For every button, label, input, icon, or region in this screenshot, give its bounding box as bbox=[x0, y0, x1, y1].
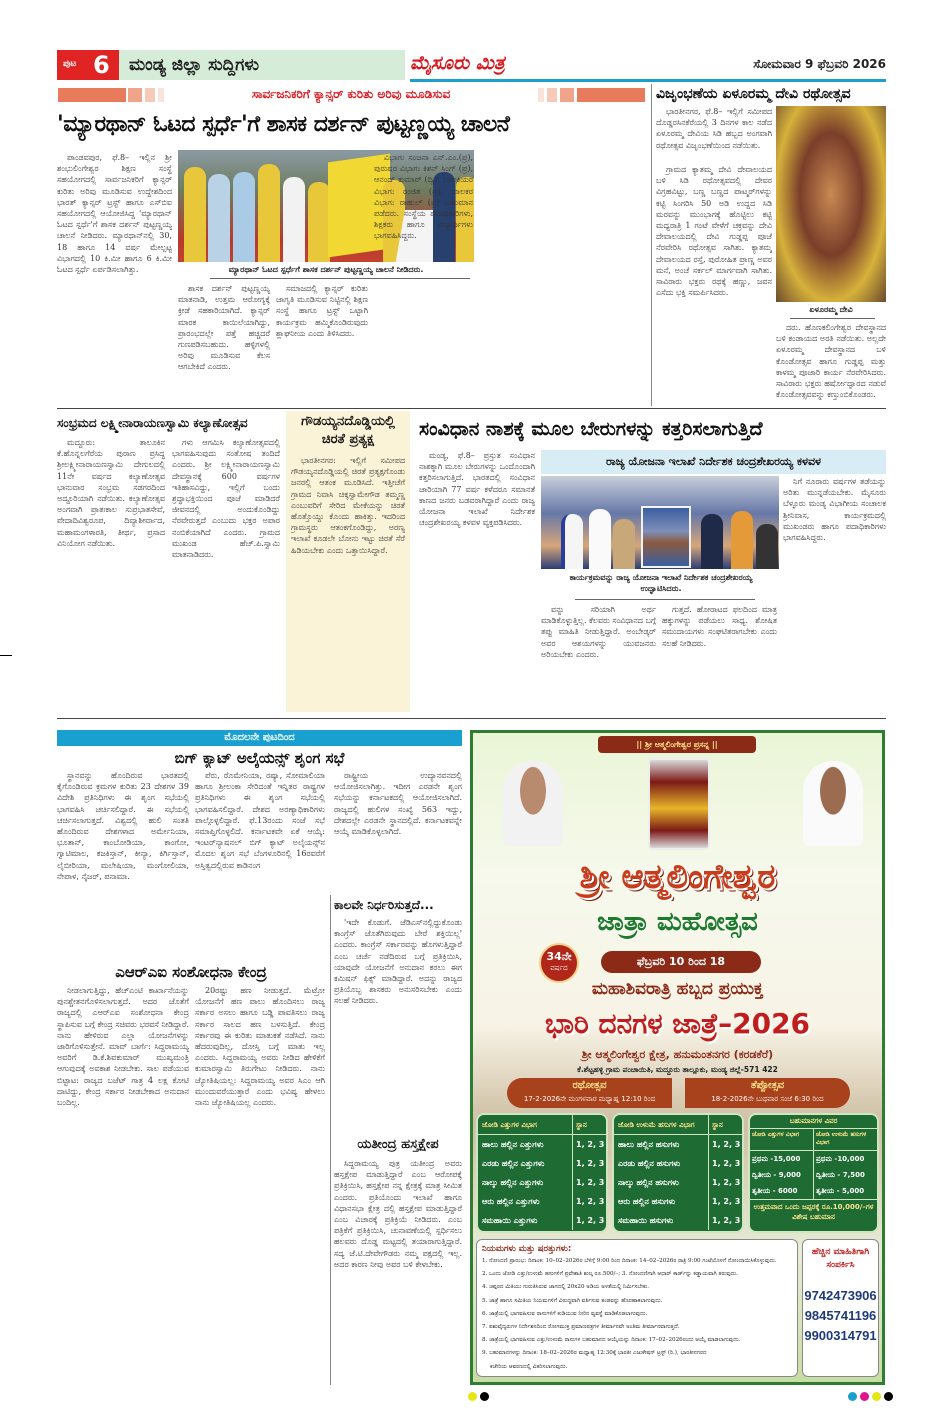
ad-event-title: ರಥೋತ್ಸವ bbox=[572, 1080, 607, 1091]
article-paragraph: 'ಇದೇ ಕೊಡುಗೆ. ಜೆಡಿಎಸ್‌ನಲ್ಲಿದ್ದುಕೊಂಡು ಕಾಂಗ್ರೆಸ್‌ ಜೊತೆಗಿರುವುದು ಬೇರೆ ಶಕ್ತಿಯಿಲ್ಲ' ಎಂದರು. ಕಾಂಗ್ರೆಸ್ ಸರ್ಕಾರವನ್ನು ಹೊಗಳುತ್ತಿದ್ದಾರೆ ಎಂಬ ಚರ್ಚೆ ನಡೆದಿರುವ ಬಗ್ಗೆ ಪ್ರತಿಕ್ರಿಯಿಸಿ, ಯಾವುದೇ ಯೋಜನೆಗೆ ಅನುದಾನ ಕರಲು ಈಗ ಕಮಿಷನ್ ಫಿಕ್ಸ್ ಮಾಡಿದ್ದಾರೆ. ಅದನ್ನು ರಾಜ್ಯದ ಪ್ರತಿಯೊಬ್ಬ ಶಾಸಕರು ಅನುಸರಿಸಬೇಕು ಎಂದು ಸಲಹೆ ನೀಡಿದರು. bbox=[334, 918, 462, 1006]
article-paragraph: ರಾಷ್ಟ್ರೀಯ ಉದ್ಯಾನವನದಲ್ಲಿ ಆಯೋಜಿಸಲಾಗಿತ್ತು. ಇದೀಗ ಎರಡನೇ ಶೃಂಗ ಸಭೆಯನ್ನು ಕರ್ನಾಟಕದಲ್ಲಿ ಆಯೋಜಿಸಲಾಗಿದೆ. ರಾಜ್ಯದಲ್ಲಿ ಹುಲಿಗಳ ಸಂಖ್ಯೆ 563 ಇದ್ದು, ದೇಶದಲ್ಲೇ ಎರಡನೇ ಸ್ಥಾನದಲ್ಲಿದೆ. ಕರ್ನಾಟಕವನ್ನೇ ಆಯ್ಕೆ ಮಾಡಿಕೊಳ್ಳಲಾಗಿದೆ. bbox=[334, 771, 462, 837]
table-cell: ದ್ವಿತೀಯ - 9,000 bbox=[752, 1171, 801, 1179]
table-cell: 1, 2, 3 bbox=[708, 1173, 742, 1192]
ari-col-1 bbox=[57, 985, 189, 1385]
article-paragraph: ವಿಭಾಗ: ಸಂಜನಾ ಎನ್.ಎಂ.(ಪ್ರ), ಪುರುಷರ ವಿಭಾಗ: ಕಿಶನ್ ಸಿಂಗ್ (ಪ್ರ), ಆನಂದ್ ಕುಮಾರ್ (ದ್ವಿ), ಬಾಲಕಿಯರ ವಿಭಾಗ: ರಂಜಿತ (ಪ್ರ), ಬಾಲಕರ ವಿಭಾಗ: ರಾಹುಲ್ (ಪ್ರ) ಬಹುಮಾನ ಪಡೆದರು. ಸಂಸ್ಥೆಯ ಪದಾಧಿಕಾರಿಗಳು, ಶಿಕ್ಷಕರು ಹಾಗೂ ವಿದ್ಯಾರ್ಥಿಗಳು ಭಾಗವಹಿಸಿದ್ದರು. bbox=[374, 153, 473, 241]
big-cat-col-3 bbox=[334, 770, 462, 893]
rule-item: 8. ಜಾತ್ರೆಯಲ್ಲಿ ಭಾಗವಹಿಸುವ ಎತ್ತು/ಉಳುಮೆ ರಾಸುಗಳ ಬಹುಮಾನದ ಆಯ್ಕೆಯನ್ನು ದಿನಾಂಕ: 17–02–2026ರಂದು ಆಯ್ಕೆ ಮಾಡಲಾಗುವುದು. bbox=[482, 1337, 741, 1344]
runner-figure bbox=[184, 167, 206, 262]
cows-category-table bbox=[612, 1113, 744, 1233]
article-paragraph: ವನ್ನು ಸರಿಯಾಗಿ ಅರ್ಥ ಮಾಡಿಕೊಳ್ಳುತ್ತಿಲ್ಲ. ಕೆಲವರು ಸಂವಿಧಾನದ ಬಗ್ಗೆ ತಪ್ಪು ಮಾಹಿತಿ ನೀಡುತ್ತಿದ್ದಾರೆ. ಅಂಬೇಡ್ಕರ್ ಅವರ ಆಶಯಗಳನ್ನು ಯುವಜನರು ಅರಿಯಬೇಕು ಎಂದರು. bbox=[541, 605, 656, 659]
table-row bbox=[614, 1192, 742, 1211]
table-row bbox=[750, 1151, 877, 1167]
registration-mark bbox=[0, 655, 12, 656]
print-color-dot bbox=[872, 1392, 881, 1401]
ad-deity-image bbox=[648, 758, 710, 850]
ad-badge-sub: ವರ್ಷದ bbox=[550, 964, 568, 972]
table-cell: ಎರಡು ಹಲ್ಲಿನ ಹಸುಗಳು bbox=[618, 1159, 681, 1168]
goddess-photo-caption: ಏಳೂರಮ್ಮ ದೇವಿ bbox=[809, 305, 853, 314]
table-row bbox=[478, 1173, 606, 1192]
best-pair-prize: ಉತ್ತಮವಾದ ಒಂದು ಜಪ್ಪರಕ್ಕೆ ರೂ.10,000/–ಗಳ ವಿಶೇಷ ಬಹುಮಾನ bbox=[750, 1199, 877, 1222]
phone-number[interactable]: 9900314791 bbox=[804, 1328, 877, 1343]
rule-item: 7. ಪಶುವೈದ್ಯರುಗಳ ನಿರ್ದೇಶನದಿಂದ ರೋಗಮುಕ್ತ ಪ್ರಮಾಣಪತ್ರಗಳ ತೀರ್ಮಾನವೇ ಅಂತಿಮ ತೀರ್ಮಾನವಾಗುತ್ತದೆ. bbox=[482, 1324, 680, 1331]
ari-headline: ಎಆರ್‌ಎಐ ಸಂಶೋಧನಾ ಕೇಂದ್ರ bbox=[115, 963, 267, 981]
table-cell: 1, 2, 3 bbox=[708, 1135, 742, 1154]
temple-intro bbox=[656, 106, 772, 162]
ad-address: ಕೆ.ಶೆಟ್ಟಹಳ್ಳಿ ಗ್ರಾಮ ಪಂಚಾಯಿತಿ, ಮದ್ದೂರು ತಾಲ್ಲೂಕು, ಮಂಡ್ಯ ಜಿಲ್ಲೆ-571 422 bbox=[577, 1065, 778, 1074]
rule-item: 2. ಒಂದು ಜೋಡಿ ಎತ್ತು/ಉಳುಮೆ ಹಸುಗಳಿಗೆ ಪ್ರವೇಶಾತಿ ಶುಲ್ಕ ರೂ.500/–; 3. ನೋಂದಣಿಗಾಗಿ ಆಧಾರ್ ಕಾರ್ಡ್‌ನ್ನು ಕಡ್ಡಾಯವಾಗಿ ತರುವುದು. bbox=[482, 1271, 738, 1278]
ad-rules-box bbox=[476, 1239, 798, 1377]
article-paragraph: ಸಮಾಜದಲ್ಲಿ ಕ್ಯಾನ್ಸರ್ ಕುರಿತು ಜಾಗೃತಿ ಮೂಡಿಸುವ ನಿಟ್ಟಿನಲ್ಲಿ ಶಿಕ್ಷಣ ಸಂಸ್ಥೆ ಹಾಗೂ ಟ್ರಸ್ಟ್ ಒಟ್ಟಾಗಿ ಕಾರ್ಯಕ್ರಮ ಹಮ್ಮಿಕೊಂಡಿರುವುದು ಶ್ಲಾಘನೀಯ ಎಂದು ತಿಳಿಸಿದರು. bbox=[276, 284, 368, 338]
table-cell: ಎರಡು ಹಲ್ಲಿನ ಎತ್ತುಗಳು bbox=[482, 1159, 545, 1168]
table-header bbox=[750, 1129, 877, 1151]
big-cat-col-2 bbox=[195, 770, 325, 960]
masthead-rule bbox=[410, 79, 886, 82]
jatra-advertisement bbox=[470, 730, 885, 1385]
newspaper-logo: ಮೈಸೂರು ಮಿತ್ರ bbox=[410, 52, 505, 74]
article-paragraph: ಪಾಂಡವಪುರ, ಫೆ.8– ಇಲ್ಲಿನ ಶ್ರೀ ಶಂಭುಲಿಂಗೇಶ್ವರ ಶಿಕ್ಷಣ ಸಂಸ್ಥೆ ಸಹಯೋಗದಲ್ಲಿ ಸಾರ್ವಜನಿಕರಿಗೆ ಕ್ಯಾನ್ಸರ್ ಕುರಿತು ಅರಿವು ಮೂಡಿಸುವ ಉದ್ದೇಶದಿಂದ ಭಾರತ್ ಕ್ಯಾನ್ಸರ್ ಟ್ರಸ್ಟ್ ಹಾಗೂ ಎಸ್‌ಬಿಐ ಸಹಯೋಗದಲ್ಲಿ ಆಯೋಜಿಸಿದ್ದ 'ಮ್ಯಾರಥಾನ್ ಓಟದ ಸ್ಪರ್ಧೆ'ಗೆ ಶಾಸಕ ದರ್ಶನ್ ಪುಟ್ಟಣ್ಣಯ್ಯ ಚಾಲನೆ ನೀಡಿದರು. ಮ್ಯಾರಥಾನ್‌ನಲ್ಲಿ 30, 18 ಹಾಗೂ 14 ವರ್ಷ ಮೇಲ್ಪಟ್ಟ ವಿಭಾಗದಲ್ಲಿ 10 ಕಿ.ಮೀ ಹಾಗೂ 6 ಕಿ.ಮೀ ಓಟದ ಸ್ಪರ್ಧೆ ಏರ್ಪಡಿಸಲಾಗಿತ್ತು. bbox=[57, 153, 172, 275]
section-divider bbox=[57, 408, 886, 409]
article-paragraph: ಗುತ್ತದೆ. ಹೋರಾಟದ ಫಲದಿಂದ ಮಾತ್ರ ಹಕ್ಕುಗಳನ್ನು ಪಡೆಯಲು ಸಾಧ್ಯ. ಶೋಷಿತ ಸಮುದಾಯಗಳು ಸಂಘಟಿತರಾಗಬೇಕು ಎಂದು ಸಲಹೆ ನೀಡಿದರು. bbox=[662, 605, 777, 648]
constitution-col-1 bbox=[419, 450, 535, 711]
lead-story-col-2 bbox=[178, 283, 270, 406]
print-color-dot bbox=[468, 1392, 477, 1401]
table-header-cell: ಜೋಡಿ ಎತ್ತುಗಳ ವಿಭಾಗ bbox=[752, 1131, 800, 1138]
ad-event-rathotsava bbox=[507, 1078, 672, 1108]
table-row bbox=[750, 1183, 877, 1199]
rule-item: 5. ಜಾತ್ರೆ ಹಾಗೂ ಸಮಿತಿಯ ನಿಯಮಗಳಿಗೆ ವಿರುದ್ಧವಾಗಿ ವರ್ತಿಸುವ ತಂಡವನ್ನು ಹೊರಹಾಕಲಾಗುವುದು. bbox=[482, 1297, 663, 1304]
print-color-dot bbox=[884, 1392, 893, 1401]
temple-body bbox=[656, 164, 772, 406]
table-cell: 1, 2, 3 bbox=[572, 1211, 606, 1230]
table-header bbox=[478, 1115, 606, 1135]
kalave-body bbox=[334, 917, 462, 1131]
section-title: ಮಂಡ್ಯ ಜಿಲ್ಲಾ ಸುದ್ದಿಗಳು bbox=[129, 55, 259, 75]
constitution-subhead: ರಾಜ್ಯ ಯೋಜನಾ ಇಲಾಖೆ ನಿರ್ದೇಶಕ ಚಂದ್ರಶೇಖರಯ್ಯ ಕಳವಳ bbox=[606, 455, 821, 468]
marathon-photo-caption: ಮ್ಯಾರಥಾನ್ ಓಟದ ಸ್ಪರ್ಧೆಗೆ ಶಾಸಕ ದರ್ಶನ್ ಪುಟ್ಟಣ್ಣಯ್ಯ ಚಾಲನೆ ನೀಡಿದರು. bbox=[228, 265, 424, 274]
continued-banner bbox=[57, 730, 462, 746]
table-cell: 1, 2, 3 bbox=[708, 1192, 742, 1211]
table-cell: ಪ್ರಥಮ -10,000 bbox=[813, 1151, 877, 1167]
table-cell: ನಾಲ್ಕು ಹಲ್ಲಿನ ಹಸುಗಳು bbox=[618, 1178, 679, 1187]
ad-title-festival: ಜಾತ್ರಾ ಮಹೋತ್ಸವ bbox=[597, 907, 758, 937]
table-cell: 1, 2, 3 bbox=[572, 1154, 606, 1173]
ad-title-deity: ಶ್ರೀ ಆತ್ಮಲಿಂಗೇಶ್ವರ bbox=[579, 857, 776, 897]
person-figure bbox=[756, 524, 778, 569]
temple-headline: ವಿಜೃಂಭಣೆಯ ಏಳೂರಮ್ಮ ದೇವಿ ರಥೋತ್ಸವ bbox=[656, 86, 851, 102]
kicker-bar-right bbox=[547, 88, 557, 102]
kalave-headline: ಕಾಲವೇ ನಿರ್ಧರಿಸುತ್ತದೆ... bbox=[334, 898, 434, 912]
kicker-bar-right bbox=[577, 88, 645, 102]
table-cell: 1, 2, 3 bbox=[572, 1192, 606, 1211]
issue-date: ಸೋಮವಾರ 9 ಫೆಬ್ರವರಿ 2026 bbox=[753, 57, 886, 71]
article-paragraph: ಮಂಡ್ಯ, ಫೆ.8– ಪ್ರಸ್ತುತ ಸಂವಿಧಾನ ನಾಶಕ್ಕಾಗಿ ಮೂಲ ಬೇರುಗಳನ್ನು ಒಂದೊಂದಾಗಿ ಕತ್ತರಿಸಲಾಗುತ್ತಿದೆ. ಭಾರತದಲ್ಲಿ ಸಂವಿಧಾನ ಜಾರಿಯಾಗಿ 77 ವರ್ಷ ಕಳೆದರೂ ಸಮಾನತೆ ಕಾಣದ ಜನರು ಬಡವರಾಗಿದ್ದಾರೆ ಎಂದು ರಾಜ್ಯ ಯೋಜನಾ ಇಲಾಖೆ ನಿರ್ದೇಶಕ ಚಂದ್ರಶೇಖರಯ್ಯ ಕಳವಳ ವ್ಯಕ್ತಪಡಿಸಿದರು. bbox=[419, 451, 535, 528]
ad-contact-box bbox=[802, 1239, 879, 1377]
rules-title: ನಿಯಮಗಳು ಮತ್ತು ಷರತ್ತುಗಳು: bbox=[482, 1244, 572, 1254]
article-paragraph: 20ರಷ್ಟು ಹಣ ನೀಡುತ್ತದೆ. ಮೆಟ್ರೋ ಯೋಜನೆಗೆ ಹಣ ಪಾಲು ಹೊಂದಿಸಲು ರಾಜ್ಯ ಸರ್ಕಾರ ಅಸಲು ಹಾಗೂ ಬಡ್ಡಿ ಪಾವತಿಸಲು ರಾಜ್ಯ ಸರ್ಕಾರ ಸಾಲದ ಹಣ ಬಳಸುತ್ತಿದೆ. ಕೇಂದ್ರ ಸರ್ಕಾರವು ಈ ಕುರಿತು ಮಾತುಕತೆ ನಡೆಸಿದೆ. ನಾನು ಹೆದರುವುದಿಲ್ಲ, ದೋಸ್ತಿ ಬಗ್ಗೆ ಮಾತು ಇಲ್ಲ ಎಂದರು. ಸಿದ್ದರಾಮಯ್ಯ ಅವರು ನೀಡಿದ ಹೇಳಿಕೆಗೆ ಕುಮಾರಸ್ವಾಮಿ ತಿರುಗೇಟು ನೀಡಿದರು. ನಾನು ಜ್ಯೋತಿಷಿಯಲ್ಲ: ಸಿದ್ದರಾಮಯ್ಯ ಅವರ ಸಿಎಂ ಆಗಿ ಮುಂದುವರೆಯುತ್ತಾರೆ ಎಂದು ಭವಿಷ್ಯ ಹೇಳಲು ನಾನು ಜ್ಯೋತಿಷಿಯಲ್ಲ ಎಂದರು. bbox=[195, 986, 325, 1108]
lead-story-col-1 bbox=[57, 152, 172, 406]
table-cell: ಆರು ಹಲ್ಲಿನ ಹಸುಗಳು bbox=[618, 1197, 676, 1206]
lead-headline: 'ಮ್ಯಾರಥಾನ್ ಓಟದ ಸ್ಪರ್ಧೆ'ಗೆ ಶಾಸಕ ದರ್ಶನ್ ಪುಟ್ಟಣ್ಣಯ್ಯ ಚಾಲನೆ bbox=[57, 112, 510, 137]
page-number: 6 bbox=[93, 51, 110, 79]
constitution-subhead-banner bbox=[541, 450, 886, 474]
table-cell: ಸಮಹಾಯಿ ಎತ್ತುಗಳು bbox=[482, 1216, 538, 1225]
table-row bbox=[614, 1211, 742, 1230]
constitution-col-3 bbox=[662, 604, 777, 711]
ad-portrait-right bbox=[803, 761, 863, 846]
article-paragraph: ಮದ್ದೂರು: ತಾಲೂಕಿನ ಕೆ.ಹೊನ್ನಲಗೆರೆಯ ಪುರಾಣ ಪ್ರಸಿದ್ಧ ಶ್ರೀಲಕ್ಷ್ಮೀನಾರಾಯಣಸ್ವಾಮಿ ದೇಗುಲದಲ್ಲಿ 11ನೇ ವರ್ಷದ ಕಲ್ಯಾಣೋತ್ಸವ ಭಾನುವಾರ ಸಂಭ್ರಮ ಸಡಗರದಿಂದ ಅದ್ದೂರಿಯಾಗಿ ನಡೆಯಿತು. ಕಲ್ಯಾಣೋತ್ಸವ ಅಂಗವಾಗಿ ಪ್ರಾತಃಕಾಲ ಸುಪ್ರಭಾತಸೇವೆ, ವೇದಾದಿವಿಶ್ವರೂಪ, ದಿವ್ಯಾಶೀರ್ವಾದ, ಮಹಾಮಂಗಳಾರತಿ, ತೀರ್ಥ, ಪ್ರಸಾದ ವಿನಿಯೋಗ ನಡೆಯಿತು. bbox=[57, 438, 165, 548]
table-header-cell: ಜೋಡಿ ಉಳುಮೆ ಹಸುಗಳ ವಿಭಾಗ bbox=[813, 1129, 877, 1150]
leopard-headline: ಗೌಡಯ್ಯನದೊಡ್ಡಿಯಲ್ಲಿ ಚಿರತೆ ಪ್ರತ್ಯಕ್ಷ bbox=[301, 414, 395, 447]
lead-kicker: ಸಾರ್ವಜನಿಕರಿಗೆ ಕ್ಯಾನ್ಸರ್ ಕುರಿತು ಅರಿವು ಮೂಡಿಸುವ bbox=[251, 87, 451, 101]
kicker-bar-right bbox=[538, 88, 544, 102]
page-label: ಪುಟ bbox=[63, 59, 77, 69]
runner-figure bbox=[258, 164, 280, 262]
page-number-badge bbox=[57, 50, 119, 80]
table-header bbox=[614, 1115, 742, 1135]
ad-occasion: ಮಹಾಶಿವರಾತ್ರಿ ಹಬ್ಬದ ಪ್ರಯುಕ್ತ bbox=[591, 979, 764, 999]
person-figure bbox=[561, 514, 583, 569]
lead-story-col-3 bbox=[276, 283, 368, 406]
constitution-col-2 bbox=[541, 604, 656, 711]
prize-details-table bbox=[748, 1113, 879, 1233]
ad-blessing-pill: || ಶ್ರೀ ಆತ್ಮಲಿಂಗೇಶ್ವರ ಪ್ರಸನ್ನ || bbox=[598, 736, 756, 753]
print-color-dot bbox=[480, 1392, 489, 1401]
article-paragraph: ನೀಡಲಾಗುತ್ತಿದ್ದು, ಹೆಚ್‌ಎಂಟಿ ಕಾರ್ಖಾನೆಯನ್ನು ಪುನಶ್ಚೇತನಗೊಳಿಸಲಾಗುತ್ತದೆ. ಅದರ ಜೊತೆಗೆ ರಾಜ್ಯದಲ್ಲಿ ಎಆರ್‌ಎಐ ಸಂಶೋಧನಾ ಕೇಂದ್ರ ಸ್ಥಾಪಿಸುವ ಬಗ್ಗೆ ಕೇಂದ್ರ ಸಚಿವರು ಭರವಸೆ ನೀಡಿದ್ದಾರೆ. ನಾನು ಹೇಳಿರುವ ಎಲ್ಲಾ ಯೋಜನೆಗಳನ್ನು ಜಾರಿಗೊಳಿಸುತ್ತೇನೆ. ಮಾವ್‌ ಬಾರ್ಗೆ: ಸಿದ್ದರಾಮಯ್ಯ ಅವರಿಗೆ ಡಿ.ಕೆ.ಶಿವಕುಮಾರ್‌ ಮುಖ್ಯಮಂತ್ರಿ ಆಗುವುದಕ್ಕೆ ಅವಕಾಶ ನೀಡಬೇಕು. ಸಾಲ ಪಡೆಯುವ ಬಿಟ್ಟಾಟ: ರಾಜ್ಯದ ಬಜೆಟ್ ಗಾತ್ರ 4 ಲಕ್ಷ ಕೋಟಿ ದಾಟಿದ್ದು, ಕೇಂದ್ರ ಸರ್ಕಾರ ನೀಡಬೇಕಾದ ಅನುದಾನ ಬಂದಿಲ್ಲ. bbox=[57, 986, 189, 1108]
article-paragraph: ಶಾಸಕ ದರ್ಶನ್ ಪುಟ್ಟಣ್ಣಯ್ಯ ಮಾತನಾಡಿ, ಉತ್ತಮ ಆರೋಗ್ಯಕ್ಕೆ ಕ್ರೀಡೆ ಸಹಕಾರಿಯಾಗಿದೆ. ಕ್ಯಾನ್ಸರ್ ಮಾರಕ ಕಾಯಿಲೆಯಾಗಿದ್ದು, ಪ್ರಾರಂಭದಲ್ಲೇ ಪತ್ತೆ ಹಚ್ಚಿದರೆ ಗುಣಪಡಿಸಬಹುದು. ಹಳ್ಳಿಗಳಲ್ಲಿ ಅರಿವು ಮೂಡಿಸುವ ಕೆಲಸ ಆಗಬೇಕಿದೆ ಎಂದರು. bbox=[178, 284, 270, 372]
kicker-bar-left bbox=[58, 88, 126, 102]
temple-col-2 bbox=[776, 322, 886, 406]
kalyanotsava-headline: ಸಂಭ್ರಮದ ಲಕ್ಷ್ಮೀನಾರಾಯಣಸ್ವಾಮಿ ಕಲ್ಯಾಣೋತ್ಸವ bbox=[57, 416, 248, 430]
table-row bbox=[478, 1135, 606, 1154]
table-row bbox=[478, 1192, 606, 1211]
article-paragraph: ಸ್ಥಾನವನ್ನು ಹೊಂದಿರುವ ಭಾರತದಲ್ಲಿ ಕೈಗೊಂಡಿರುವ ಕ್ರಮಗಳ ಕುರಿತು 23 ದೇಶಗಳ 39 ವಿದೇಶಿ ಪ್ರತಿನಿಧಿಗಳು ಈ ಶೃಂಗ ಸಭೆಯಲ್ಲಿ ಭಾಗವಹಿಸಿ ಚರ್ಚಿಸಲಿದ್ದಾರೆ. ಈ ಸಭೆಯಲ್ಲಿ ಚರ್ಚಿಸಲಾಗುತ್ತದೆ. ವಿಶ್ವದಲ್ಲಿ ಹುಲಿ ಸಂತತಿ ಹೊಂದಿರುವ ದೇಶಗಳಾದ ಅರ್ಮೇನಿಯಾ, ಭೂತಾನ್, ಕಾಂಬೋಡಿಯಾ, ಕಾಂಗೋ, ಗ್ವಾಟಿಮಾಲ, ಕಜಕಿಸ್ತಾನ್, ಕೀನ್ಯಾ, ಕಿರ್ಗಿಸ್ತಾನ್, ಲೈಬೀರಿಯಾ, ಮಲೇಷಿಯಾ, ಮಂಗೋಲಿಯಾ, ನೇಪಾಳ, ನೈಜರ್, ಪನಾಮಾ. bbox=[57, 771, 189, 881]
constitution-col-4 bbox=[783, 476, 886, 711]
ad-dates: ಫೆಬ್ರವರಿ 10 ರಿಂದ 18 bbox=[601, 951, 761, 973]
person-figure bbox=[613, 519, 635, 569]
table-cell: ದ್ವಿತೀಯ - 7,500 bbox=[813, 1167, 877, 1183]
column-divider bbox=[651, 84, 652, 406]
rule-item: ಕಚೇರಿಯ ಆವರಣದಲ್ಲಿ ವಿತರಿಸಲಾಗುವುದು. bbox=[490, 1363, 568, 1370]
article-paragraph: ಗ್ರಾಮದ ಕ್ಯಾತಮ್ಮ ದೇವಿ ದೇವಾಲಯದ ಬಳಿ ಸಿಡಿ ರಥೋತ್ಸವದಲ್ಲಿ ದೇವರ ವಿಗ್ರಹವಿಟ್ಟು, ಬಣ್ಣ ಬಣ್ಣದ ಪಾಟ್ಮರ್‌ಗಳನ್ನು ಕಟ್ಟಿ ಸಿಂಗರಿಸಿ 50 ಅಡಿ ಉದ್ದದ ಸಿಡಿ ಮರವನ್ನು ಮುಂಭಾಗಕ್ಕೆ ಹೊಟ್ಟಿಲು ಕಟ್ಟಿ ಮಧ್ಯರಾತ್ರಿ 1 ಗಂಟೆ ವೇಳೆಗೆ ಚಕ್ರವನ್ನು ದೇವಿ ದೇವಾಲಯದಲ್ಲಿ ದೇವಿ ಗುಡ್ಡಪ್ಪ ಪೂಜೆ ನೆರವೇರಿಸಿ ರಥೋತ್ಸವ ಸಾಗಿತು. ಕ್ಯಾತಮ್ಮ ದೇವಾಲಯದ ರಸ್ತೆ, ಪುರೋಹಿತ ಪ್ರಾಣ್ಣ ಅವರ ಮನೆ, ಅಂಚೆ ಸರ್ಕಲ್ ಮಾರ್ಗವಾಗಿ ಸಾಗಿತು. ಸಾವಿರಾರು ಭಕ್ತರು ರಥಕ್ಕೆ ಹಣ್ಣು, ಜವನ ಎಸೆದು ಭಕ್ತಿ ಸಮರ್ಪಿಸಿದರು. bbox=[656, 165, 772, 298]
kicker-bar-left bbox=[128, 88, 142, 102]
table-cell: 1, 2, 3 bbox=[708, 1154, 742, 1173]
article-paragraph: ಭಾರತೀನಗರ, ಫೆ.8– ಇಲ್ಲಿಗೆ ಸಮೀಪದ ದೊಡ್ಡರಸಿನಕೆರೆಯಲ್ಲಿ 3 ದಿನಗಳ ಕಾಲ ನಡೆದ ಏಳೂರಮ್ಮ ದೇವಿಯ ಸಿಡಿ ಹಬ್ಬದ ಅಂಗವಾಗಿ ರಥೋತ್ಸವ ವಿಜೃಂಭಣೆಯಿಂದ ನಡೆಯಿತು. bbox=[656, 107, 772, 150]
print-color-dot bbox=[860, 1392, 869, 1401]
contact-title: ಹೆಚ್ಚಿನ ಮಾಹಿತಿಗಾಗಿ ಸಂಪರ್ಕಿಸಿ bbox=[811, 1247, 870, 1270]
ambedkar-portrait bbox=[641, 506, 691, 568]
article-paragraph: ಸಿದ್ದರಾಮಯ್ಯ ಪುತ್ರ ಯತೀಂದ್ರ ಅವರು ಹಸ್ತಕ್ಷೇಪ ಮಾಡುತ್ತಿದ್ದಾರೆ ಎಂಬ ಆರೋಪಕ್ಕೆ ಪ್ರತಿಕ್ರಿಯಿಸಿ, ಹಸ್ತಕ್ಷೇಪ ನನ್ನ ಕ್ಷೇತ್ರಕ್ಕೆ ಮಾತ್ರ ಸೀಮಿತ ಎಂದರು. ಪ್ರತಿಯೊಂದು ಇಲಾಖೆ ಹಾಗೂ ವಿಧಾನಸಭಾ ಕ್ಷೇತ್ರ ದಲ್ಲಿ ಹಸ್ತಕ್ಷೇಪ ಮಾಡುತ್ತಿದ್ದಾರೆ ಎಂಬ ವಿಚಾರಕ್ಕೆ ಪ್ರತಿಕ್ರಿಯೆ ನೀಡಿದರು. ಎಂಬ ಪತ್ರಿಕೆಗೆ ಪ್ರತಿಕ್ರಿಯಿಸಿ, ಚುನಾವಣೆಯಲ್ಲಿ ಸ್ಪರ್ಧಿಸಲು ಹಲವರು ದೊಡ್ಡ ಮಟ್ಟದಲ್ಲಿ ತಯಾರಾಗುತ್ತಿದ್ದಾರೆ. ಸದ್ಯ ಜೆ.ಟಿ.ದೇವೇಗೌಡರು ನಮ್ಮ ಪಕ್ಷದಲ್ಲಿ ಇಲ್ಲ. ಅದರ ಕಾರಣ ನೀವು ಅವರ ಬಳಿ ಕೇಳಬೇಕು. bbox=[334, 1159, 462, 1269]
table-cell: 1, 2, 3 bbox=[572, 1135, 606, 1154]
rule-item: 6. ಜಾತ್ರೆಯಲ್ಲಿ ಭಾಗವಹಿಸುವ ರಾಸುಗಳಿಗೆ ಕುಡಿಯುವ ನೀರಿನ ವ್ಯವಸ್ಥೆ ಮಾಡಿಕೊಡಲಾಗುವುದು. bbox=[482, 1310, 648, 1317]
runner-figure bbox=[233, 172, 255, 262]
kalyanotsava-col-2 bbox=[172, 437, 280, 711]
kicker-bar-left bbox=[158, 88, 164, 102]
table-cell: ಆರು ಹಲ್ಲಿನ ಎತ್ತುಗಳು bbox=[482, 1197, 540, 1206]
article-paragraph: ಪೆರು, ರೊಮೇನಿಯಾ, ರಷ್ಯಾ, ಸೋಮಾಲಿಯಾ ಹಾಗೂ ಶ್ರೀಲಂಕಾ ಸೇರಿದಂತೆ ಇನ್ನಿತರ ರಾಷ್ಟ್ರಗಳ ಪ್ರತಿನಿಧಿಗಳು ಈ ಶೃಂಗ ಸಭೆಯಲ್ಲಿ ಭಾಗವಹಿಸಲಿದ್ದಾರೆ. ದೇಶದ ಅರಣ್ಯಾಧಿಕಾರಿಗಳು ಪಾಲ್ಗೊಳ್ಳಲಿದ್ದಾರೆ. ಫೆ.13ರಂದು ಸಂಜೆ ಸಭೆ ಸಮಾಪ್ತಿಗೊಳ್ಳಲಿದೆ. ಕರ್ನಾಟಕವೇ ಏಕೆ ಆಯ್ಕೆ: ಇಂಟರ್‌ನ್ಯಾಷನಲ್ ಬಿಗ್ ಕ್ಯಾಟ್ ಅಲೈಯನ್ಸ್‌ನ ಮೊದಲ ಶೃಂಗ ಸಭೆ ಬೆಂಗಳೂರಿನಲ್ಲಿ 16ರವರೆಗೆ ಅಸ್ತಿತ್ವದಲ್ಲಿರುವ ಕಾಡಿನಂಗ bbox=[195, 771, 325, 870]
section-header bbox=[119, 50, 405, 80]
ad-event-detail: 17-2-2026ನೇ ಮಂಗಳವಾರ ಮಧ್ಯಾಹ್ನ 12:10 ರಿಂದ bbox=[523, 1095, 656, 1103]
kicker-bar-left bbox=[145, 88, 155, 102]
kalyanotsava-col-1 bbox=[57, 437, 165, 711]
ad-badge-number: 34ನೇ bbox=[546, 950, 572, 963]
person-figure bbox=[589, 509, 611, 569]
section-divider bbox=[57, 718, 886, 719]
table-row bbox=[614, 1154, 742, 1173]
person-figure bbox=[701, 514, 723, 569]
table-cell: ಹಾಲು ಹಲ್ಲಿನ ಎತ್ತುಗಳು bbox=[482, 1140, 544, 1149]
leopard-sighting-box bbox=[286, 411, 410, 712]
phone-number[interactable]: 9742473906 bbox=[804, 1288, 877, 1303]
bulls-category-table bbox=[476, 1113, 608, 1233]
runner-figure bbox=[308, 182, 330, 262]
continued-label: ಮೊದಲನೇ ಪುಟದಿಂದ bbox=[224, 732, 295, 743]
table-row bbox=[614, 1173, 742, 1192]
article-paragraph: ದರು. ಹೊಣಕಲಿಂಗೇಶ್ವರ ದೇವಸ್ಥಾನದ ಬಳಿ ಕಂಡಾಯದ ಅರತಿ ನಡೆಯಿತು. ಅಲ್ಲದೇ ಏಳೂರಮ್ಮ ದೇವಸ್ಥಾನದ ಬಳಿ ಕೊಂಡೋತ್ಸವ ಹಾಗೂ ಗುಡ್ಡಪ್ಪ ಮತ್ತು ಕಾಳಮ್ಮ ಪೂಜಾರಿ ಕಾರ್ಯ ನೆರವೇರಿಸಿದರು. ಸಾವಿರಾರು ಭಕ್ತರು ಹರ್ಷೋದ್ಘಾರದ ನಡುವೆ ಕೊಂಡೋತ್ಸವವನ್ನು ಕಣ್ತುಂಬಿಕೊಂಡರು. bbox=[776, 323, 886, 400]
ad-event-title: ತೆಪ್ಪೋತ್ಸವ bbox=[750, 1080, 785, 1091]
table-cell: ಹಾಲು ಹಲ್ಲಿನ ಹಸುಗಳು bbox=[618, 1140, 680, 1149]
print-color-dot bbox=[848, 1392, 857, 1401]
phone-number[interactable]: 9845741196 bbox=[804, 1308, 877, 1323]
yatindra-headline: ಯತೀಂದ್ರ ಹಸ್ತಕ್ಷೇಪ bbox=[357, 1137, 439, 1152]
table-cell: ನಾಲ್ಕು ಹಲ್ಲಿನ ಎತ್ತುಗಳು bbox=[482, 1178, 544, 1187]
constitution-headline: ಸಂವಿಧಾನ ನಾಶಕ್ಕೆ ಮೂಲ ಬೇರುಗಳನ್ನು ಕತ್ತರಿಸಲಾಗುತ್ತಿದೆ bbox=[419, 418, 763, 440]
caption-rule bbox=[575, 599, 755, 600]
leopard-body bbox=[291, 455, 405, 707]
table-row bbox=[478, 1154, 606, 1173]
table-cell: 1, 2, 3 bbox=[572, 1173, 606, 1192]
table-header-cell: ಜೋಡಿ ಎತ್ತುಗಳ ವಿಭಾಗ bbox=[482, 1121, 537, 1129]
runner-figure bbox=[283, 177, 305, 262]
person-figure bbox=[731, 511, 753, 569]
article-paragraph: ನಿಗೆ ನೂರಾರು ವರ್ಷಗಳ ತಡೆಯನ್ನು ಅರಿತು ಮುನ್ನಡೆಯಬೇಕು. ಮೈಸೂರು ಬೆಳ್ಳೂರು ಮಂಡ್ಯ ವಿಭಾಗೀಯ ಸಂಚಾಲಕ ಶ್ರೀನಿವಾಸ, ಕಾರ್ಯಕ್ರಮದಲ್ಲಿ ಮುಖಂಡರು ಹಾಗೂ ಪದಾಧಿಕಾರಿಗಳು ಭಾಗವಹಿಸಿದ್ದರು. bbox=[783, 477, 886, 543]
table-cell: ಸಮಹಾಯಿ ಹಸುಗಳು bbox=[618, 1216, 674, 1225]
rule-item: 4. ಚಪ್ಪರದ ಮಿತಿಯು ಗುರುತಿಸಿರುವ ಜಾಗದಲ್ಲಿ 20x20 ಅಡಿಯ ಅಳತೆಯಲ್ಲಿ ನಿರ್ಮಿಸಬೇಕು. bbox=[482, 1284, 650, 1291]
rule-item: 1. ನೋಂದಣಿ ಪ್ರಾರಂಭ: ದಿನಾಂಕ: 10–02–2026ರ ಬೆಳಿಗ್ಗೆ 9:00 ರಿಂದ ದಿನಾಂಕ: 14–02–2026ರ ರಾತ್ರಿ 9:00 ಗಂಟೆಯೊಳಗೆ ನೋಂದಾಯಿಸಿಕೊಳ್ಳುವುದು. bbox=[482, 1258, 777, 1264]
column-divider bbox=[330, 895, 331, 1385]
table-cell: 1, 2, 3 bbox=[708, 1211, 742, 1230]
table-header-cell: ಸ್ಥಾನ bbox=[708, 1115, 742, 1134]
runner-figure bbox=[208, 174, 230, 262]
table-row bbox=[614, 1135, 742, 1154]
table-cell: ತೃತೀಯ - 5,000 bbox=[813, 1183, 877, 1199]
kicker-bar-right bbox=[560, 88, 574, 102]
caption-rule bbox=[790, 318, 875, 319]
article-paragraph: ಗಳು ಆಗಮಿಸಿ ಕಲ್ಯಾಣೋತ್ಸವದಲ್ಲಿ ಭಾಗವಹಿಸುವುದು ಸಂತೋಷ ತಂದಿದೆ ಎಂದರು. ಶ್ರೀ ಲಕ್ಷ್ಮೀನಾರಾಯಣಸ್ವಾಮಿ ದೇವಸ್ಥಾನಕ್ಕೆ 600 ವರ್ಷಗಳ ಇತಿಹಾಸವಿದ್ದು, ಇಲ್ಲಿಗೆ ಬಂದು ಶ್ರದ್ಧಾಭಕ್ತಿಯಿಂದ ಪೂಜೆ ಮಾಡಿದರೆ ಜೀವನದಲ್ಲಿ ಅಂದುಕೊಂಡಿದ್ದು ನೆರವೇರುತ್ತದೆ ಎಂಬುದು ಭಕ್ತರ ಅಪಾರ ನಂಬಿಕೆಯಾಗಿದೆ ಎಂದರು. ಗ್ರಾಮದ ಮುಖಂಡ ಹೆಚ್.ಪಿ.ಸ್ವಾಮಿ ಮಾತನಾಡಿದರು. bbox=[172, 438, 280, 560]
ari-col-2 bbox=[195, 985, 325, 1385]
table-header-cell: ಜೋಡಿ ಉಳುಮೆ ಹಸುಗಳ ವಿಭಾಗ bbox=[618, 1121, 695, 1129]
lead-story-col-4 bbox=[374, 152, 473, 406]
table-header-cell: ಸ್ಥಾನ bbox=[572, 1115, 606, 1134]
goddess-photo bbox=[776, 106, 886, 302]
table-cell: ಪ್ರಥಮ -15,000 bbox=[752, 1155, 801, 1163]
ad-event-teppotsava bbox=[685, 1078, 850, 1108]
table-row bbox=[750, 1167, 877, 1183]
ad-venue: ಶ್ರೀ ಆತ್ಮಲಿಂಗೇಶ್ವರ ಕ್ಷೇತ್ರ, ಹನುಮಂತನಗರ (ಕರಡಕೆರೆ) bbox=[581, 1048, 774, 1061]
big-cat-col-1 bbox=[57, 770, 189, 960]
ad-title-cattle-fair: ಭಾರಿ ದನಗಳ ಜಾತ್ರೆ–2026 bbox=[544, 1007, 811, 1040]
table-row bbox=[478, 1211, 606, 1230]
big-cat-headline: ಬಿಗ್ ಕ್ಯಾಟ್ ಅಲೈಯನ್ಸ್ ಶೃಂಗ ಸಭೆ bbox=[174, 749, 345, 767]
ambedkar-event-photo bbox=[541, 476, 779, 569]
prize-table-title: ಬಹುಮಾನಗಳ ವಿವರ bbox=[750, 1115, 877, 1129]
rule-item: 9. ಬಹುಮಾನಗಳನ್ನು ದಿನಾಂಕ: 18–02–2026ರ ಮಧ್ಯಾಹ್ನ 12:30ಕ್ಕೆ ಭಾರತೀ ಎಜುಕೇಷನ್ ಟ್ರಸ್ಟ್ (ರಿ.), ಭಾರತೀನಗರದ bbox=[482, 1350, 707, 1357]
ambedkar-photo-caption: ಕಾರ್ಯಕ್ರಮವನ್ನು ರಾಜ್ಯ ಯೋಜನಾ ಇಲಾಖೆ ನಿರ್ದೇಶಕ ಚಂದ್ರಶೇಖರಯ್ಯ ಉದ್ಘಾಟಿಸಿದರು. bbox=[569, 573, 753, 593]
article-paragraph: ಭಾರತೀನಗರ: ಇಲ್ಲಿಗೆ ಸಮೀಪದ ಗೌಡಯ್ಯನದೊಡ್ಡಿಯಲ್ಲಿ ಚಿರತೆ ಪ್ರತ್ಯಕ್ಷಗೊಂಡು ಜನರಲ್ಲಿ ಆತಂಕ ಮೂಡಿಸಿದೆ. ಇತ್ತೀಚೆಗೆ ಗ್ರಾಮದ ನಿವಾಸಿ ಚಿಕ್ಕಸ್ವಾಮೇಗೌಡ ತಮ್ಮಣ್ಣ ಎಂಬುವರಿಗೆ ಸೇರಿದ ಮೇಕೆಯನ್ನು ಚಿರತೆ ಹೊತ್ತೊಯ್ದು ಕೊಂದು ಹಾಕಿತ್ತು. ಇದರಿಂದ ಗ್ರಾಮಸ್ಥರು ಆತಂಕಗೊಂಡಿದ್ದು, ಅರಣ್ಯ ಇಲಾಖೆ ಕೂಡಲೇ ಬೋನು ಇಟ್ಟು ಚಿರತೆ ಸೆರೆ ಹಿಡಿಯಬೇಕು ಎಂದು ಒತ್ತಾಯಿಸಿದ್ದಾರೆ. bbox=[291, 456, 405, 555]
yatindra-body bbox=[334, 1158, 462, 1385]
ad-portrait-left bbox=[503, 761, 563, 846]
table-cell: ತೃತೀಯ - 6000 bbox=[752, 1187, 798, 1195]
ad-event-detail: 18-2-2026ನೇ ಬುಧವಾರ ಸಂಜೆ 6:30 ರಿಂದ bbox=[711, 1095, 824, 1103]
